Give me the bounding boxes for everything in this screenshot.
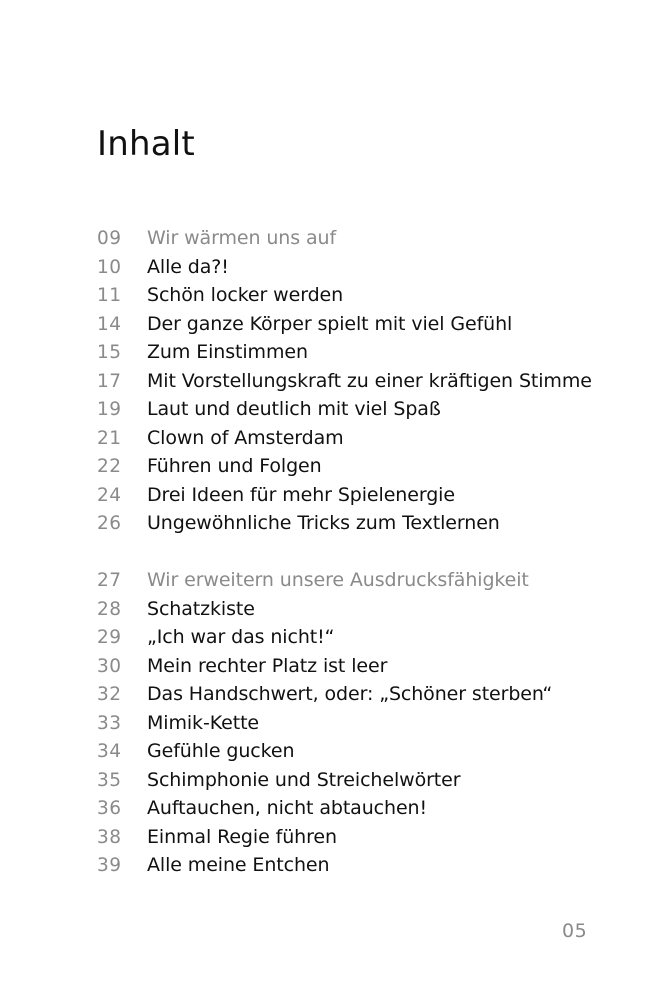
toc-page-number: 24 — [97, 484, 122, 506]
toc-entry[interactable] — [97, 709, 637, 738]
toc-page-number: 28 — [97, 598, 122, 620]
toc-page-number: 19 — [97, 399, 122, 420]
toc-entry-title: Mimik-Kette — [147, 711, 260, 734]
toc-section-heading[interactable] — [97, 566, 637, 595]
toc-entry-title: Schön locker werden — [147, 284, 344, 306]
toc-entry[interactable] — [97, 623, 637, 652]
toc-entry[interactable] — [97, 367, 637, 396]
toc-page-number: 15 — [97, 342, 122, 363]
toc-page-number: 10 — [97, 256, 122, 278]
toc-entry-title: Alle da?! — [147, 255, 229, 278]
toc-section-title: Wir erweitern unsere Ausdrucksfähigkeit — [147, 569, 529, 591]
toc-entry[interactable] — [97, 338, 637, 367]
toc-entry[interactable] — [97, 424, 637, 453]
toc-entry[interactable] — [97, 766, 637, 795]
toc-page-number: 36 — [97, 798, 122, 819]
toc-entry-title: Ungewöhnliche Tricks zum Textlernen — [147, 512, 500, 534]
toc-entry-title: Das Handschwert, oder: „Schöner sterben“ — [147, 683, 553, 705]
toc-page-number: 22 — [97, 456, 122, 477]
toc-page-number: 17 — [97, 370, 122, 392]
toc-entry[interactable] — [97, 794, 637, 823]
toc-entry-title: Führen und Folgen — [147, 455, 322, 477]
toc-entry[interactable] — [97, 595, 637, 624]
toc-entry[interactable] — [97, 851, 637, 880]
toc-entry-title: Clown of Amsterdam — [147, 426, 344, 449]
page-title: Inhalt — [97, 124, 195, 164]
toc-page-number: 14 — [97, 313, 122, 335]
toc-entry-title: Mit Vorstellungskraft zu einer kräftigen Stimme — [147, 369, 592, 392]
toc-page-number: 32 — [97, 684, 122, 705]
toc-page-number: 29 — [97, 627, 122, 648]
toc-page-number: 39 — [97, 855, 122, 876]
toc-entry[interactable] — [97, 395, 637, 424]
toc-entry-title: „Ich war das nicht!“ — [147, 626, 335, 648]
toc-page-number: 33 — [97, 712, 122, 734]
toc-entry[interactable] — [97, 680, 637, 709]
toc-entry[interactable] — [97, 509, 637, 538]
toc-entry-title: Gefühle gucken — [147, 740, 295, 762]
toc-section-title: Wir wärmen uns auf — [147, 227, 337, 249]
toc-entry[interactable] — [97, 310, 637, 339]
toc-entry-title: Laut und deutlich mit viel Spaß — [147, 398, 441, 420]
toc-page-number: 21 — [97, 427, 122, 449]
toc-page-number: 26 — [97, 513, 122, 534]
toc-entry-title: Einmal Regie führen — [147, 825, 337, 848]
toc-entry-title: Drei Ideen für mehr Spielenergie — [147, 483, 455, 506]
toc-entry[interactable] — [97, 481, 637, 510]
toc-entry-title: Alle meine Entchen — [147, 854, 330, 876]
toc-section-1 — [97, 224, 637, 538]
toc-entry-title: Zum Einstimmen — [147, 341, 308, 363]
toc-page-number: 27 — [97, 570, 122, 591]
toc-entry-title: Mein rechter Platz ist leer — [147, 654, 388, 677]
toc-page-number: 30 — [97, 655, 122, 677]
page-number: 05 — [562, 920, 588, 942]
toc-entry[interactable] — [97, 823, 637, 852]
toc-page-number: 35 — [97, 769, 122, 791]
toc-entry-title: Auftauchen, nicht abtauchen! — [147, 797, 428, 819]
toc-entry[interactable] — [97, 737, 637, 766]
table-of-contents — [97, 224, 637, 880]
toc-entry[interactable] — [97, 452, 637, 481]
toc-entry[interactable] — [97, 281, 637, 310]
toc-entry[interactable] — [97, 253, 637, 282]
toc-page-number: 09 — [97, 228, 122, 249]
toc-entry-title: Schimphonie und Streichelwörter — [147, 768, 461, 791]
toc-page-number: 11 — [97, 285, 122, 306]
toc-entry[interactable] — [97, 652, 637, 681]
toc-entry-title: Schatzkiste — [147, 597, 255, 620]
toc-entry-title: Der ganze Körper spielt mit viel Gefühl — [147, 312, 513, 335]
toc-section-2 — [97, 566, 637, 880]
toc-page-number: 38 — [97, 826, 122, 848]
toc-section-heading[interactable] — [97, 224, 637, 253]
toc-page-number: 34 — [97, 741, 122, 762]
